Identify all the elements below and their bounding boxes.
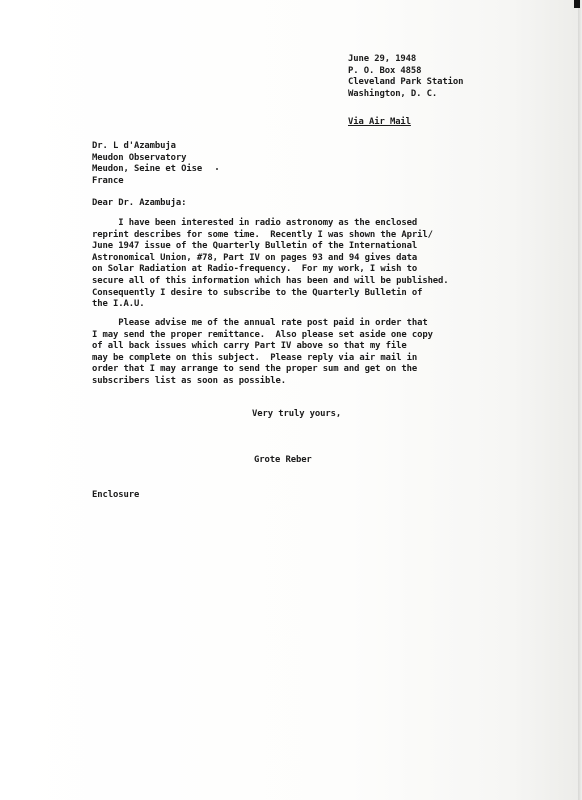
sender-po-box: P. O. Box 4858 [348, 65, 422, 76]
recipient-address-block [92, 141, 202, 187]
paragraph-line: of all back issues which carry Part IV above so that my file [92, 341, 407, 352]
sender-city: Washington, D. C. [348, 88, 438, 99]
via-air-mail-notation: Via Air Mail [348, 117, 411, 127]
paragraph-line: on Solar Radiation at Radio-frequency. For my work, I wish to [92, 264, 418, 275]
salutation: Dear Dr. Azambuja: [92, 198, 187, 208]
letter-date: June 29, 1948 [348, 54, 417, 64]
recipient-place: Meudon, Seine et Oise [92, 164, 203, 175]
paragraph-line: may be complete on this subject. Please reply via air mail in [92, 352, 418, 363]
sender-address-block [348, 54, 463, 100]
paragraph-line: order that I may arrange to send the proper sum and get on the [92, 364, 418, 375]
signature-name: Grote Reber [254, 455, 312, 465]
recipient-name: Dr. L d'Azambuja [92, 141, 176, 151]
paragraph-line: Please advise me of the annual rate post paid in order that [92, 318, 428, 328]
recipient-organization: Meudon Observatory [92, 152, 187, 163]
paragraph-line: reprint describes for some time. Recently I was shown the April/ [92, 229, 433, 240]
body-paragraph-2 [92, 318, 433, 388]
enclosure-notation: Enclosure [92, 490, 140, 500]
body-paragraph-1 [92, 218, 449, 311]
complimentary-closing: Very truly yours, [252, 409, 342, 419]
paragraph-line: June 1947 issue of the Quarterly Bulletin of the International [92, 241, 418, 252]
scan-corner-mark [574, 0, 580, 8]
paragraph-line: secure all of this information which has been and will be published. [92, 275, 449, 286]
paragraph-line: the I.A.U. [92, 299, 145, 310]
paragraph-line: I have been interested in radio astronomy as the enclosed [92, 218, 418, 228]
paragraph-line: Consequently I desire to subscribe to the Quarterly Bulletin of [92, 287, 423, 298]
page-edge-shadow [578, 0, 582, 800]
paragraph-line: Astronomical Union, #78, Part IV on pages 93 and 94 gives data [92, 252, 418, 263]
recipient-country: France [92, 175, 124, 186]
paragraph-line: subscribers list as soon as possible. [92, 375, 286, 386]
paragraph-line: I may send the proper remittance. Also please set aside one copy [92, 329, 433, 340]
scan-speck [216, 168, 218, 170]
sender-station: Cleveland Park Station [348, 77, 464, 88]
